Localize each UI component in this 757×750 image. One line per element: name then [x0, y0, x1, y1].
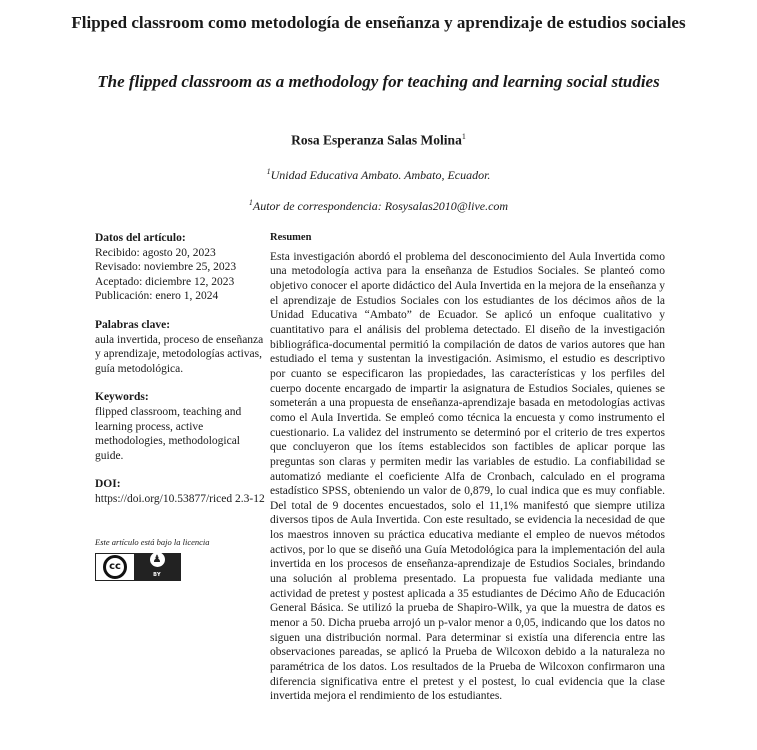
keywords-en-text: flipped classroom, teaching and learning process, active methodologies, methodological guide.	[95, 405, 242, 462]
keywords-en-heading: Keywords:	[95, 391, 149, 404]
abstract-text: Esta investigación abordó el problema del desconocimiento del Aula Invertida como una metodología activa para la enseñanza de Estudios Sociales. Se planteó como objetivo conocer el aporte didáctico del Aula Invertida en la mejora de la enseñanza y el aprendizaje de Estudios Sociales con los estudiantes de los décimos años de la Unidad Educativa “Ambato” de Ecuador. Se aplicó un enfoque cualitativo y cuantitativo para el análisis del problema detectado. El diseño de la investigación bibliográfica-documental permitió la compilación de datos de varios autores que han estudiado el tema y sustentan la investigación. Asimismo, el estudio es descriptivo por cuanto se especificaron las propiedades, las características y los perfiles del cuerpo docente encargado de impartir la asignatura de Estudios Sociales, quienes se someterán a una propuesta de enseñanza-aprendizaje basada en metodologías activas como el Aula Invertida. Se empleó como técnica la encuesta y como instrumento el cuestionario. La validez del instrumento se determinó por el criterio de tres expertos que concluyeron que los ítems establecidos son factibles de aplicar porque las preguntas son claras y permiten medir las variables de estudio. La confiabilidad se automatizó mediante el coeficiente Alfa de Cronbach, calculado en el programa estadístico SPSS, obteniendo un valor de 0,879, lo cual indica que es muy confiable. Del total de 9 docentes encuestados, solo el 11,1% manifestó que siempre utiliza diversos tipos de Aula Invertida. Con este resultado, se evidencia la necesidad de que los maestros innoven su práctica educativa mediante el empleo de nuevos métodos activos, por lo que se diseñó una Guía Metodológica para la implementación del aula invertida en los procesos de enseñanza-aprendizaje de Estudios Sociales, brindando una solución al problema presentado. La propuesta fue validada mediante una actividad de pretest y postest aplicada a 35 estudiantes de Décimo Año de Educación General Básica. Se utilizó la prueba de Shapiro-Wilk, ya que la muestra de datos es menor a 50. Dicha prueba arrojó un p-valor menor a 0,05, indicando que los datos no siguen una distribución normal. Para determinar si existía una diferencia entre las observaciones pareadas, se aplicó la Prueba de Wilcoxon debido a la naturaleza no paramétrica de los datos. Los resultados de la Prueba de Wilcoxon confirmaron una diferencia significativa entre el pretest y el postest, lo cual evidencia que la clase invertida mejora el rendimiento de los estudiantes.	[270, 250, 665, 703]
accepted-date: Aceptado: diciembre 12, 2023	[95, 275, 235, 288]
affiliation	[0, 167, 757, 183]
article-info-heading: Datos del artículo:	[95, 232, 186, 244]
revised-date: Revisado: noviembre 25, 2023	[95, 261, 237, 274]
keywords-es-text: aula invertida, proceso de enseñanza y aprendizaje, metodologías activas, guía metodológica.	[95, 333, 264, 375]
doi-heading: DOI:	[95, 478, 121, 491]
author-name	[0, 132, 757, 149]
affiliation-text: Unidad Educativa Ambato. Ambato, Ecuador.	[270, 168, 491, 182]
published-date: Publicación: enero 1, 2024	[95, 290, 219, 303]
author-name-text: Rosa Esperanza Salas Molina	[291, 132, 462, 148]
license-text: Este artículo está bajo la licencia	[95, 536, 210, 547]
correspondence-text: Autor de correspondencia: Rosysalas2010@live.com	[252, 199, 509, 213]
by-label: BY	[153, 571, 161, 578]
person-icon: ♟	[150, 552, 165, 567]
received-date: Recibido: agosto 20, 2023	[95, 246, 216, 259]
author-superscript: 1	[461, 132, 466, 141]
doi-link[interactable]: https://doi.org/10.53877/riced 2.3-12	[95, 492, 265, 505]
abstract-section	[270, 231, 665, 704]
affiliation-superscript: 1	[266, 167, 271, 176]
paper-title-spanish: Flipped classroom como metodología de enseñanza y aprendizaje de estudios sociales	[71, 13, 686, 32]
abstract-heading: Resumen	[270, 232, 312, 243]
keywords-es-heading: Palabras clave:	[95, 318, 171, 331]
correspondence-superscript: 1	[248, 198, 253, 207]
cc-by-license-badge[interactable]	[95, 553, 181, 581]
article-sidebar	[95, 231, 265, 581]
paper-title-english: The flipped classroom as a methodology for teaching and learning social studies	[97, 72, 660, 91]
creative-commons-icon: cc	[103, 555, 127, 579]
correspondence	[0, 198, 757, 214]
